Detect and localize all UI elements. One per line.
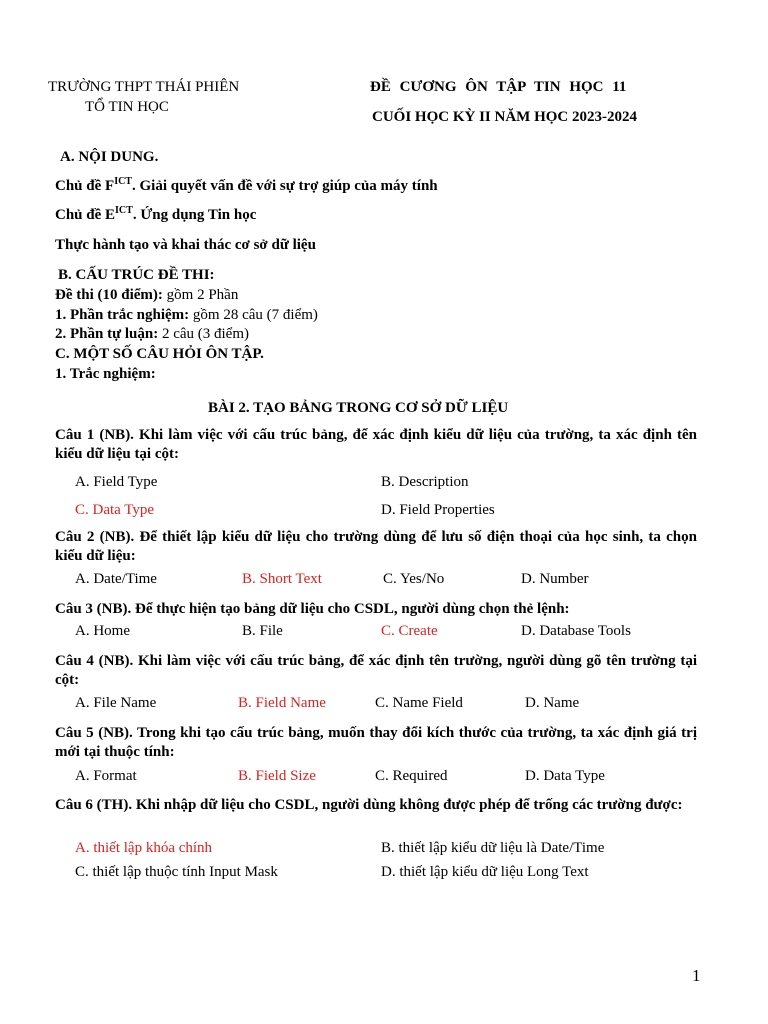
q6-option-d: D. thiết lập kiểu dữ liệu Long Text — [381, 864, 589, 880]
q5-option-a: A. Format — [75, 768, 137, 784]
document-subtitle: CUỐI HỌC KỲ II NĂM HỌC 2023-2024 — [372, 109, 637, 125]
q3-option-b: B. File — [242, 623, 283, 639]
section-a-heading: A. NỘI DUNG. — [60, 149, 159, 165]
question-5: Câu 5 (NB). Trong khi tạo cấu trúc bảng, muốn thay đổi kích thước của trường, ta xác định giá trị mới tại thuộc tính: — [55, 725, 697, 760]
exam-total: Đề thi (10 điểm): gồm 2 Phần — [55, 287, 239, 303]
lesson-title: BÀI 2. TẠO BẢNG TRONG CƠ SỞ DỮ LIỆU — [208, 400, 509, 416]
question-1: Câu 1 (NB). Khi làm việc với cấu trúc bảng, để xác định kiểu dữ liệu của trường, ta xác định tên kiểu dữ liệu tại cột: — [55, 427, 697, 462]
topic-eict: Chủ đề $E^{ICT}$. Ứng dụng Tin học — [55, 205, 257, 223]
question-3: Câu 3 (NB). Để thực hiện tạo bảng dữ liệu cho CSDL, người dùng chọn thẻ lệnh: — [55, 601, 570, 617]
q3-option-a: A. Home — [75, 623, 130, 639]
department-name: TỔ TIN HỌC — [85, 99, 169, 115]
q4-option-a: A. File Name — [75, 695, 157, 711]
q5-option-b: B. Field Size — [238, 768, 316, 784]
section-c-heading: C. MỘT SỐ CÂU HỎI ÔN TẬP. — [55, 346, 264, 362]
q2-option-a: A. Date/Time — [75, 571, 157, 587]
q6-option-b: B. thiết lập kiểu dữ liệu là Date/Time — [381, 840, 605, 856]
q6-option-c: C. thiết lập thuộc tính Input Mask — [75, 864, 278, 880]
practice-topic: Thực hành tạo và khai thác cơ sở dữ liệu — [55, 237, 316, 253]
q1-option-d: D. Field Properties — [381, 502, 495, 518]
q4-option-c: C. Name Field — [375, 695, 463, 711]
q1-option-c: C. Data Type — [75, 502, 155, 518]
question-4: Câu 4 (NB). Khi làm việc với cấu trúc bảng, để xác định tên trường, người dùng gõ tên trường tại cột: — [55, 653, 697, 688]
topic-fict: Chủ đề $F^{ICT}$. Giải quyết vấn đề với sự trợ giúp của máy tính — [55, 176, 438, 194]
q3-option-c: C. Create — [381, 623, 438, 639]
q4-option-d: D. Name — [525, 695, 580, 711]
q5-option-d: D. Data Type — [525, 768, 605, 784]
q3-option-d: D. Database Tools — [521, 623, 631, 639]
exam-part-2: 2. Phần tự luận: 2 câu (3 điểm) — [55, 326, 250, 342]
page-number: 1 — [692, 966, 701, 985]
school-name: TRƯỜNG THPT THÁI PHIÊN — [48, 79, 240, 95]
section-c-subheading: 1. Trắc nghiệm: — [55, 366, 156, 382]
section-b-heading: B. CẤU TRÚC ĐỀ THI: — [58, 267, 215, 283]
q5-option-c: C. Required — [375, 768, 448, 784]
q6-option-a: A. thiết lập khóa chính — [75, 840, 213, 856]
q1-option-a: A. Field Type — [75, 474, 158, 490]
q2-option-d: D. Number — [521, 571, 589, 587]
exam-part-1: 1. Phần trắc nghiệm: gồm 28 câu (7 điểm) — [55, 307, 318, 323]
question-6: Câu 6 (TH). Khi nhập dữ liệu cho CSDL, người dùng không được phép để trống các trường được: — [55, 797, 683, 813]
q2-option-c: C. Yes/No — [383, 571, 445, 587]
question-2: Câu 2 (NB). Để thiết lập kiểu dữ liệu cho trường dùng để lưu số điện thoại của học sinh, ta chọn kiểu dữ liệu: — [55, 529, 697, 564]
document-title: ĐỀ CƯƠNG ÔN TẬP TIN HỌC 11 — [370, 79, 627, 95]
q2-option-b: B. Short Text — [242, 571, 322, 587]
q1-option-b: B. Description — [381, 474, 469, 490]
q4-option-b: B. Field Name — [238, 695, 326, 711]
